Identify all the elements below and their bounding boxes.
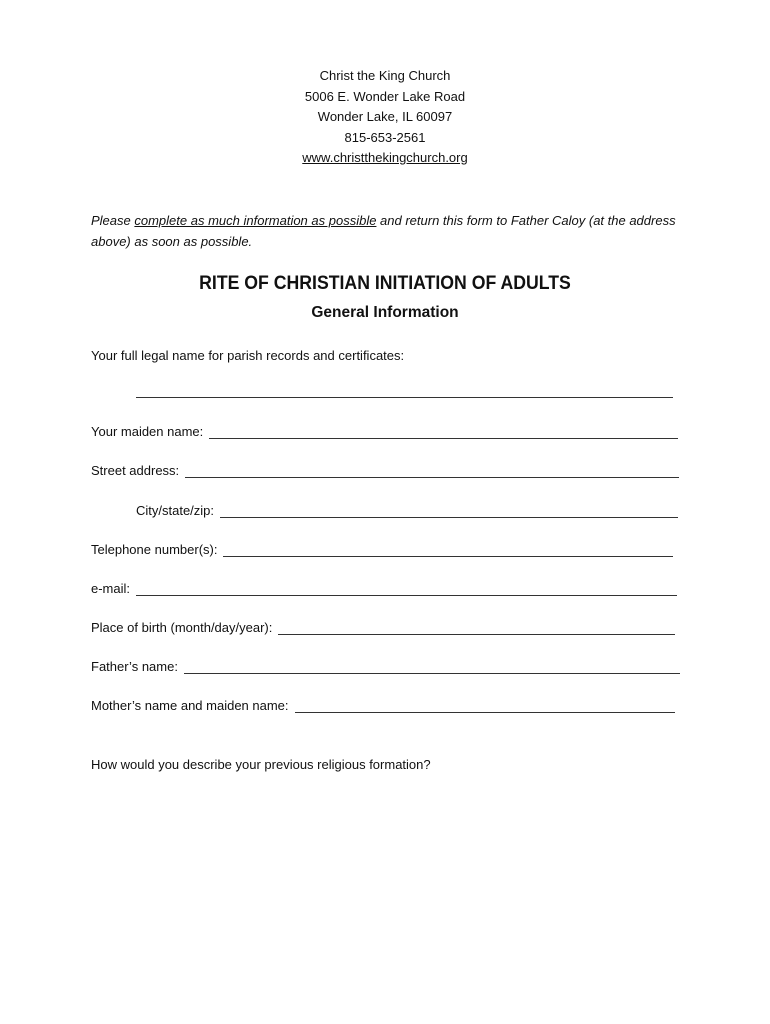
street-address-row (91, 462, 679, 480)
form-subtitle: General Information (311, 304, 459, 321)
mothers-name-label: Mother’s name and maiden name: (91, 698, 289, 713)
mothers-name-row (91, 697, 675, 715)
email-field[interactable] (136, 580, 677, 596)
maiden-name-label: Your maiden name: (91, 424, 204, 439)
email-label: e-mail: (91, 581, 131, 596)
street-address-label: Street address: (91, 463, 180, 478)
form-title: RITE OF CHRISTIAN INITIATION OF ADULTS (199, 273, 571, 294)
place-of-birth-row (91, 619, 675, 637)
mothers-name-field[interactable] (295, 697, 675, 713)
legal-name-prompt: Your full legal name for parish records and certificates: (91, 348, 405, 363)
telephone-field[interactable] (223, 541, 673, 557)
legal-name-field[interactable] (136, 382, 673, 398)
place-of-birth-field[interactable] (278, 619, 675, 635)
instructions-part-1: Please (91, 213, 135, 228)
city-state-zip-label: City/state/zip: (136, 503, 215, 518)
legal-name-row (136, 382, 673, 400)
church-phone: 815-653-2561 (344, 129, 426, 145)
maiden-name-field[interactable] (209, 423, 678, 439)
street-address-field[interactable] (185, 462, 679, 478)
instructions-part-3: and return this form to Father Caloy (at the address above) as soon as possible. (91, 213, 676, 249)
email-row (91, 580, 677, 598)
fathers-name-field[interactable] (184, 658, 680, 674)
fathers-name-row (91, 658, 680, 676)
church-header (0, 66, 770, 169)
place-of-birth-label: Place of birth (month/day/year): (91, 620, 273, 635)
church-name: Christ the King Church (319, 68, 451, 83)
church-city-state-zip: Wonder Lake, IL 60097 (317, 109, 453, 124)
city-state-zip-field[interactable] (220, 502, 678, 518)
city-state-zip-row (136, 502, 678, 520)
church-street: 5006 E. Wonder Lake Road (304, 88, 466, 104)
telephone-row (91, 541, 673, 559)
fathers-name-label: Father’s name: (91, 659, 178, 674)
church-website-link[interactable]: www.christthekingchurch.org (302, 150, 468, 165)
maiden-name-row (91, 423, 678, 441)
religious-formation-question: How would you describe your previous religious formation? (91, 757, 431, 772)
telephone-label: Telephone number(s): (91, 542, 218, 557)
instructions-text (91, 210, 681, 252)
instructions-emphasis: complete as much information as possible (134, 213, 377, 228)
